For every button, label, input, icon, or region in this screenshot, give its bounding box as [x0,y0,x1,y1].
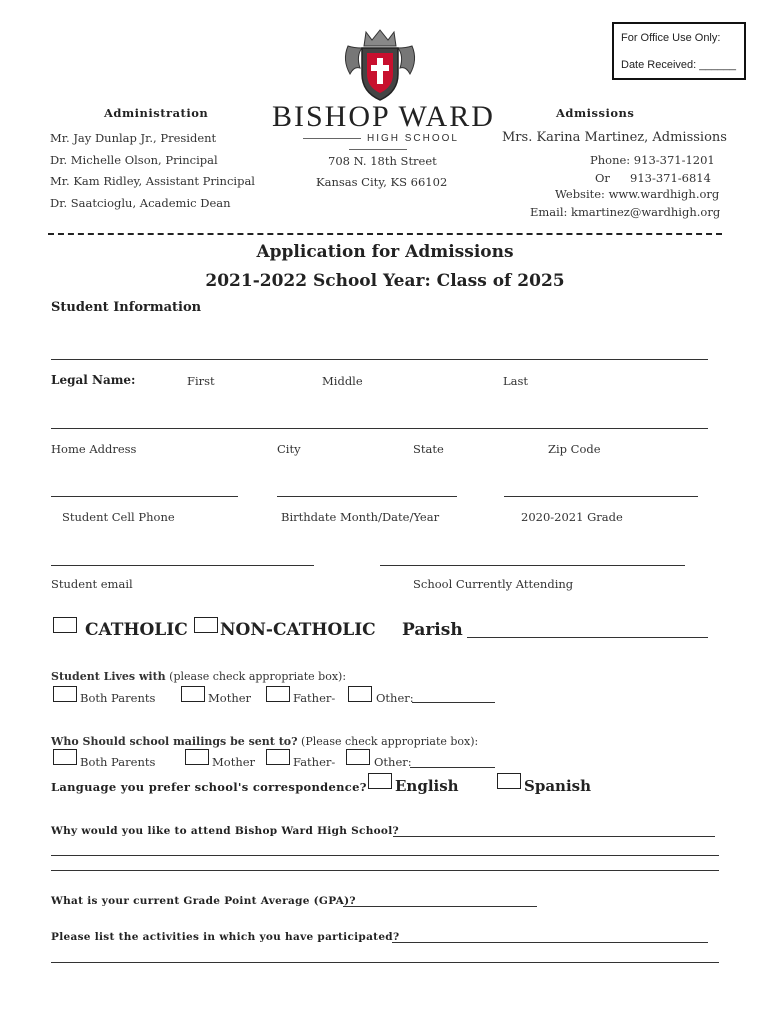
lives-other-line[interactable] [412,702,495,703]
staff-principal: Dr. Michelle Olson, Principal [50,153,218,167]
student-email-label: Student email [51,577,133,591]
why-attend-line-3[interactable] [51,870,719,871]
spanish-label: Spanish [524,777,591,795]
lives-mother-checkbox[interactable] [181,686,205,702]
school-crest-icon [340,26,420,104]
lives-other-checkbox[interactable] [348,686,372,702]
cell-phone-label: Student Cell Phone [62,510,175,524]
zip-label: Zip Code [548,442,601,456]
mail-both-parents-checkbox[interactable] [53,749,77,765]
email-line[interactable] [51,565,314,566]
why-attend-line-2[interactable] [51,855,719,856]
mail-mother-checkbox[interactable] [185,749,209,765]
non-catholic-checkbox[interactable] [194,617,218,633]
why-attend-line-1[interactable] [393,836,715,837]
admissions-contact: Mrs. Karina Martinez, Admissions [502,130,727,145]
middle-name-label: Middle [322,374,363,388]
mail-father-label: Father- [293,755,336,769]
lives-with-question: Student Lives with (please check appropriate box): [51,670,347,683]
cell-phone-line[interactable] [51,496,238,497]
language-question: Language you prefer school's correspondence? [51,780,367,794]
admissions-or: Or [595,171,610,185]
address-line[interactable] [51,428,708,429]
school-attending-line[interactable] [380,565,685,566]
school-city: Kansas City, KS 66102 [316,175,448,189]
legal-name-line[interactable] [51,359,708,360]
parish-line[interactable] [467,637,708,638]
activities-question: Please list the activities in which you have participated? [51,931,400,943]
administration-heading: Administration [104,106,209,120]
admissions-phone2: 913-371-6814 [630,171,711,185]
lives-father-checkbox[interactable] [266,686,290,702]
english-checkbox[interactable] [368,773,392,789]
school-name: BISHOP WARD [272,100,495,133]
birthdate-line[interactable] [277,496,457,497]
date-received: Date Received: ______ [621,59,736,71]
mail-other-line[interactable] [410,767,495,768]
city-label: City [277,442,301,456]
catholic-label: CATHOLIC [85,620,188,640]
why-attend-question: Why would you like to attend Bishop Ward High School? [51,825,399,837]
admissions-heading: Admissions [556,106,635,120]
admissions-website[interactable]: Website: www.wardhigh.org [555,187,720,201]
form-title: Application for Admissions [256,242,514,262]
spanish-checkbox[interactable] [497,773,521,789]
lives-both-parents-checkbox[interactable] [53,686,77,702]
form-subtitle: 2021-2022 School Year: Class of 2025 [205,271,565,291]
school-subtitle: HIGH SCHOOL [268,133,488,155]
first-name-label: First [187,374,215,388]
mail-both-parents-label: Both Parents [80,755,156,769]
mail-father-checkbox[interactable] [266,749,290,765]
gpa-line[interactable] [343,906,537,907]
section-student-information: Student Information [51,300,202,315]
mail-other-label: Other: [374,755,412,769]
school-street: 708 N. 18th Street [328,154,437,168]
staff-academic-dean: Dr. Saatcioglu, Academic Dean [50,196,231,210]
office-use-box [612,22,746,80]
catholic-checkbox[interactable] [53,617,77,633]
lives-father-label: Father- [293,691,336,705]
school-attending-label: School Currently Attending [413,577,574,591]
mail-mother-label: Mother [212,755,256,769]
staff-president: Mr. Jay Dunlap Jr., President [50,131,217,145]
grade-label: 2020-2021 Grade [521,510,623,524]
parish-label: Parish [402,620,463,640]
staff-assistant-principal: Mr. Kam Ridley, Assistant Principal [50,174,255,188]
header-divider [48,233,722,235]
legal-name-label: Legal Name: [51,373,136,387]
english-label: English [395,777,459,795]
activities-line-2[interactable] [51,962,719,963]
non-catholic-label: NON-CATHOLIC [220,620,376,640]
last-name-label: Last [503,374,529,388]
activities-line-1[interactable] [392,942,708,943]
grade-line[interactable] [504,496,698,497]
lives-other-label: Other: [376,691,414,705]
mailings-question: Who Should school mailings be sent to? (Please check appropriate box): [51,735,479,748]
lives-both-parents-label: Both Parents [80,691,156,705]
office-use-title: For Office Use Only: [621,32,721,44]
mail-other-checkbox[interactable] [346,749,370,765]
admissions-email[interactable]: Email: kmartinez@wardhigh.org [530,205,721,219]
admissions-phone: Phone: 913-371-1201 [590,153,715,167]
birthdate-label: Birthdate Month/Date/Year [281,510,440,524]
lives-mother-label: Mother [208,691,252,705]
home-address-label: Home Address [51,442,137,456]
gpa-question: What is your current Grade Point Average (GPA)? [51,895,356,907]
state-label: State [413,442,444,456]
